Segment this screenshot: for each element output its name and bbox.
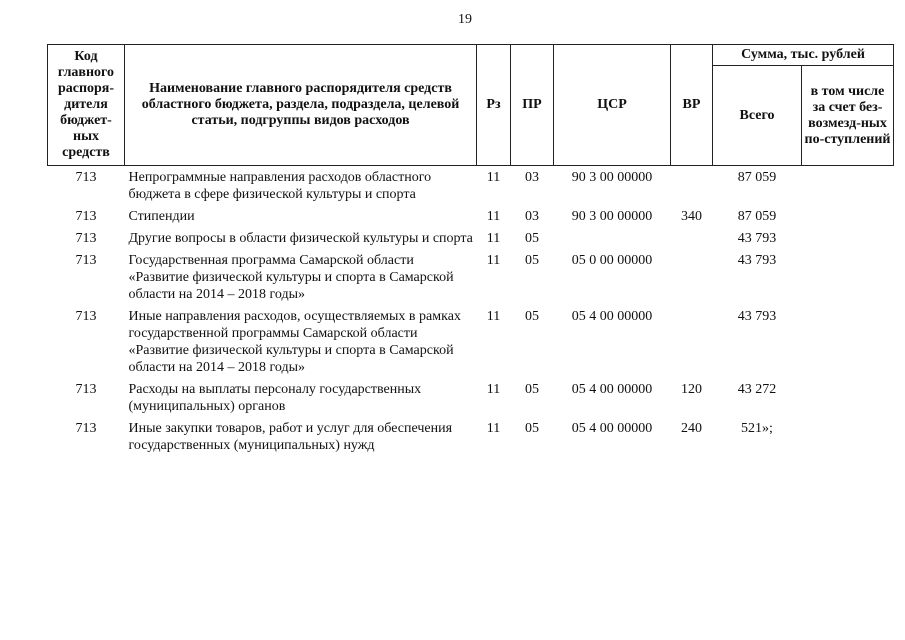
cell-rz: 11 [486,421,501,436]
cell-vr [671,166,713,206]
cell-vr: 240 [681,421,702,436]
cell-grants [802,378,894,417]
cell-csr: 90 3 00 00000 [571,209,653,224]
cell-total: 43 793 [737,253,777,268]
cell-csr: 05 4 00 00000 [571,421,653,436]
cell-name: Расходы на выплаты персоналу государственных (муниципальных) органов [128,382,422,414]
cell-grants [802,166,894,206]
cell-name: Непрограммные направления расходов областного бюджета в сфере физической культуры и спорта [128,170,432,202]
cell-rz: 11 [486,382,501,397]
header-name: Наименование главного распорядителя средств областного бюджета, раздела, подраздела, целевой статьи, подгруппы видов расходов [125,45,477,166]
cell-code: 713 [75,253,97,268]
cell-vr [671,305,713,378]
cell-grants [802,249,894,305]
cell-rz: 11 [486,309,501,324]
cell-csr: 05 0 00 00000 [571,253,653,268]
cell-total: 87 059 [737,170,777,185]
table-row [48,378,894,417]
cell-total: 43 793 [737,309,777,324]
cell-grants [802,305,894,378]
cell-rz: 11 [486,231,501,246]
header-pr: ПР [511,45,554,166]
cell-total: 87 059 [737,209,777,224]
table-row [48,249,894,305]
cell-pr: 05 [525,253,539,268]
cell-vr: 120 [681,382,702,397]
cell-code: 713 [75,170,97,185]
cell-pr: 03 [525,209,539,224]
table-body [48,166,894,457]
cell-csr: 05 4 00 00000 [571,382,653,397]
cell-total: 43 793 [737,231,777,246]
cell-name: Стипендии [128,209,195,224]
cell-grants [802,417,894,456]
cell-name: Другие вопросы в области физической культуры и спорта [128,231,473,246]
cell-rz: 11 [486,170,501,185]
cell-rz: 11 [486,209,501,224]
cell-pr: 03 [525,170,539,185]
cell-total: 43 272 [737,382,777,397]
cell-grants [802,227,894,249]
header-csr: ЦСР [554,45,671,166]
header-total: Всего [713,66,802,166]
cell-vr: 340 [681,209,702,224]
cell-pr: 05 [525,382,539,397]
cell-code: 713 [75,209,97,224]
header-vr: ВР [671,45,713,166]
cell-rz: 11 [486,253,501,268]
header-sum: Сумма, тыс. рублей [713,45,894,66]
budget-table [47,44,894,456]
cell-csr: 05 4 00 00000 [571,309,653,324]
header-rz: Рз [477,45,511,166]
cell-pr: 05 [525,231,539,246]
table-row [48,227,894,249]
header-grants: в том числе за счет без-возмезд-ных по-ступлений [802,66,894,166]
cell-total: 521»; [741,421,773,436]
cell-csr: 90 3 00 00000 [571,170,653,185]
table-row [48,166,894,206]
header-code: Код главного распоря-дителя бюджет-ных средств [48,45,125,166]
page-number: 19 [458,12,472,27]
cell-pr: 05 [525,309,539,324]
cell-name: Иные направления расходов, осуществляемых в рамках государственной программы Самарской области «Развитие физической культуры и спорта в Самарской области на 2014 – 2018 годы» [128,309,461,375]
table-header [48,45,894,166]
cell-pr: 05 [525,421,539,436]
cell-code: 713 [75,231,97,246]
cell-code: 713 [75,421,97,436]
cell-name: Иные закупки товаров, работ и услуг для обеспечения государственных (муниципальных) нужд [128,421,453,453]
table-row [48,417,894,456]
table-row [48,305,894,378]
cell-csr [554,227,671,249]
cell-vr [671,227,713,249]
cell-name: Государственная программа Самарской области «Развитие физической культуры и спорта в Самарской области на 2014 – 2018 годы» [128,253,454,302]
table-row [48,205,894,227]
cell-code: 713 [75,382,97,397]
cell-vr [671,249,713,305]
cell-grants [802,205,894,227]
cell-code: 713 [75,309,97,324]
